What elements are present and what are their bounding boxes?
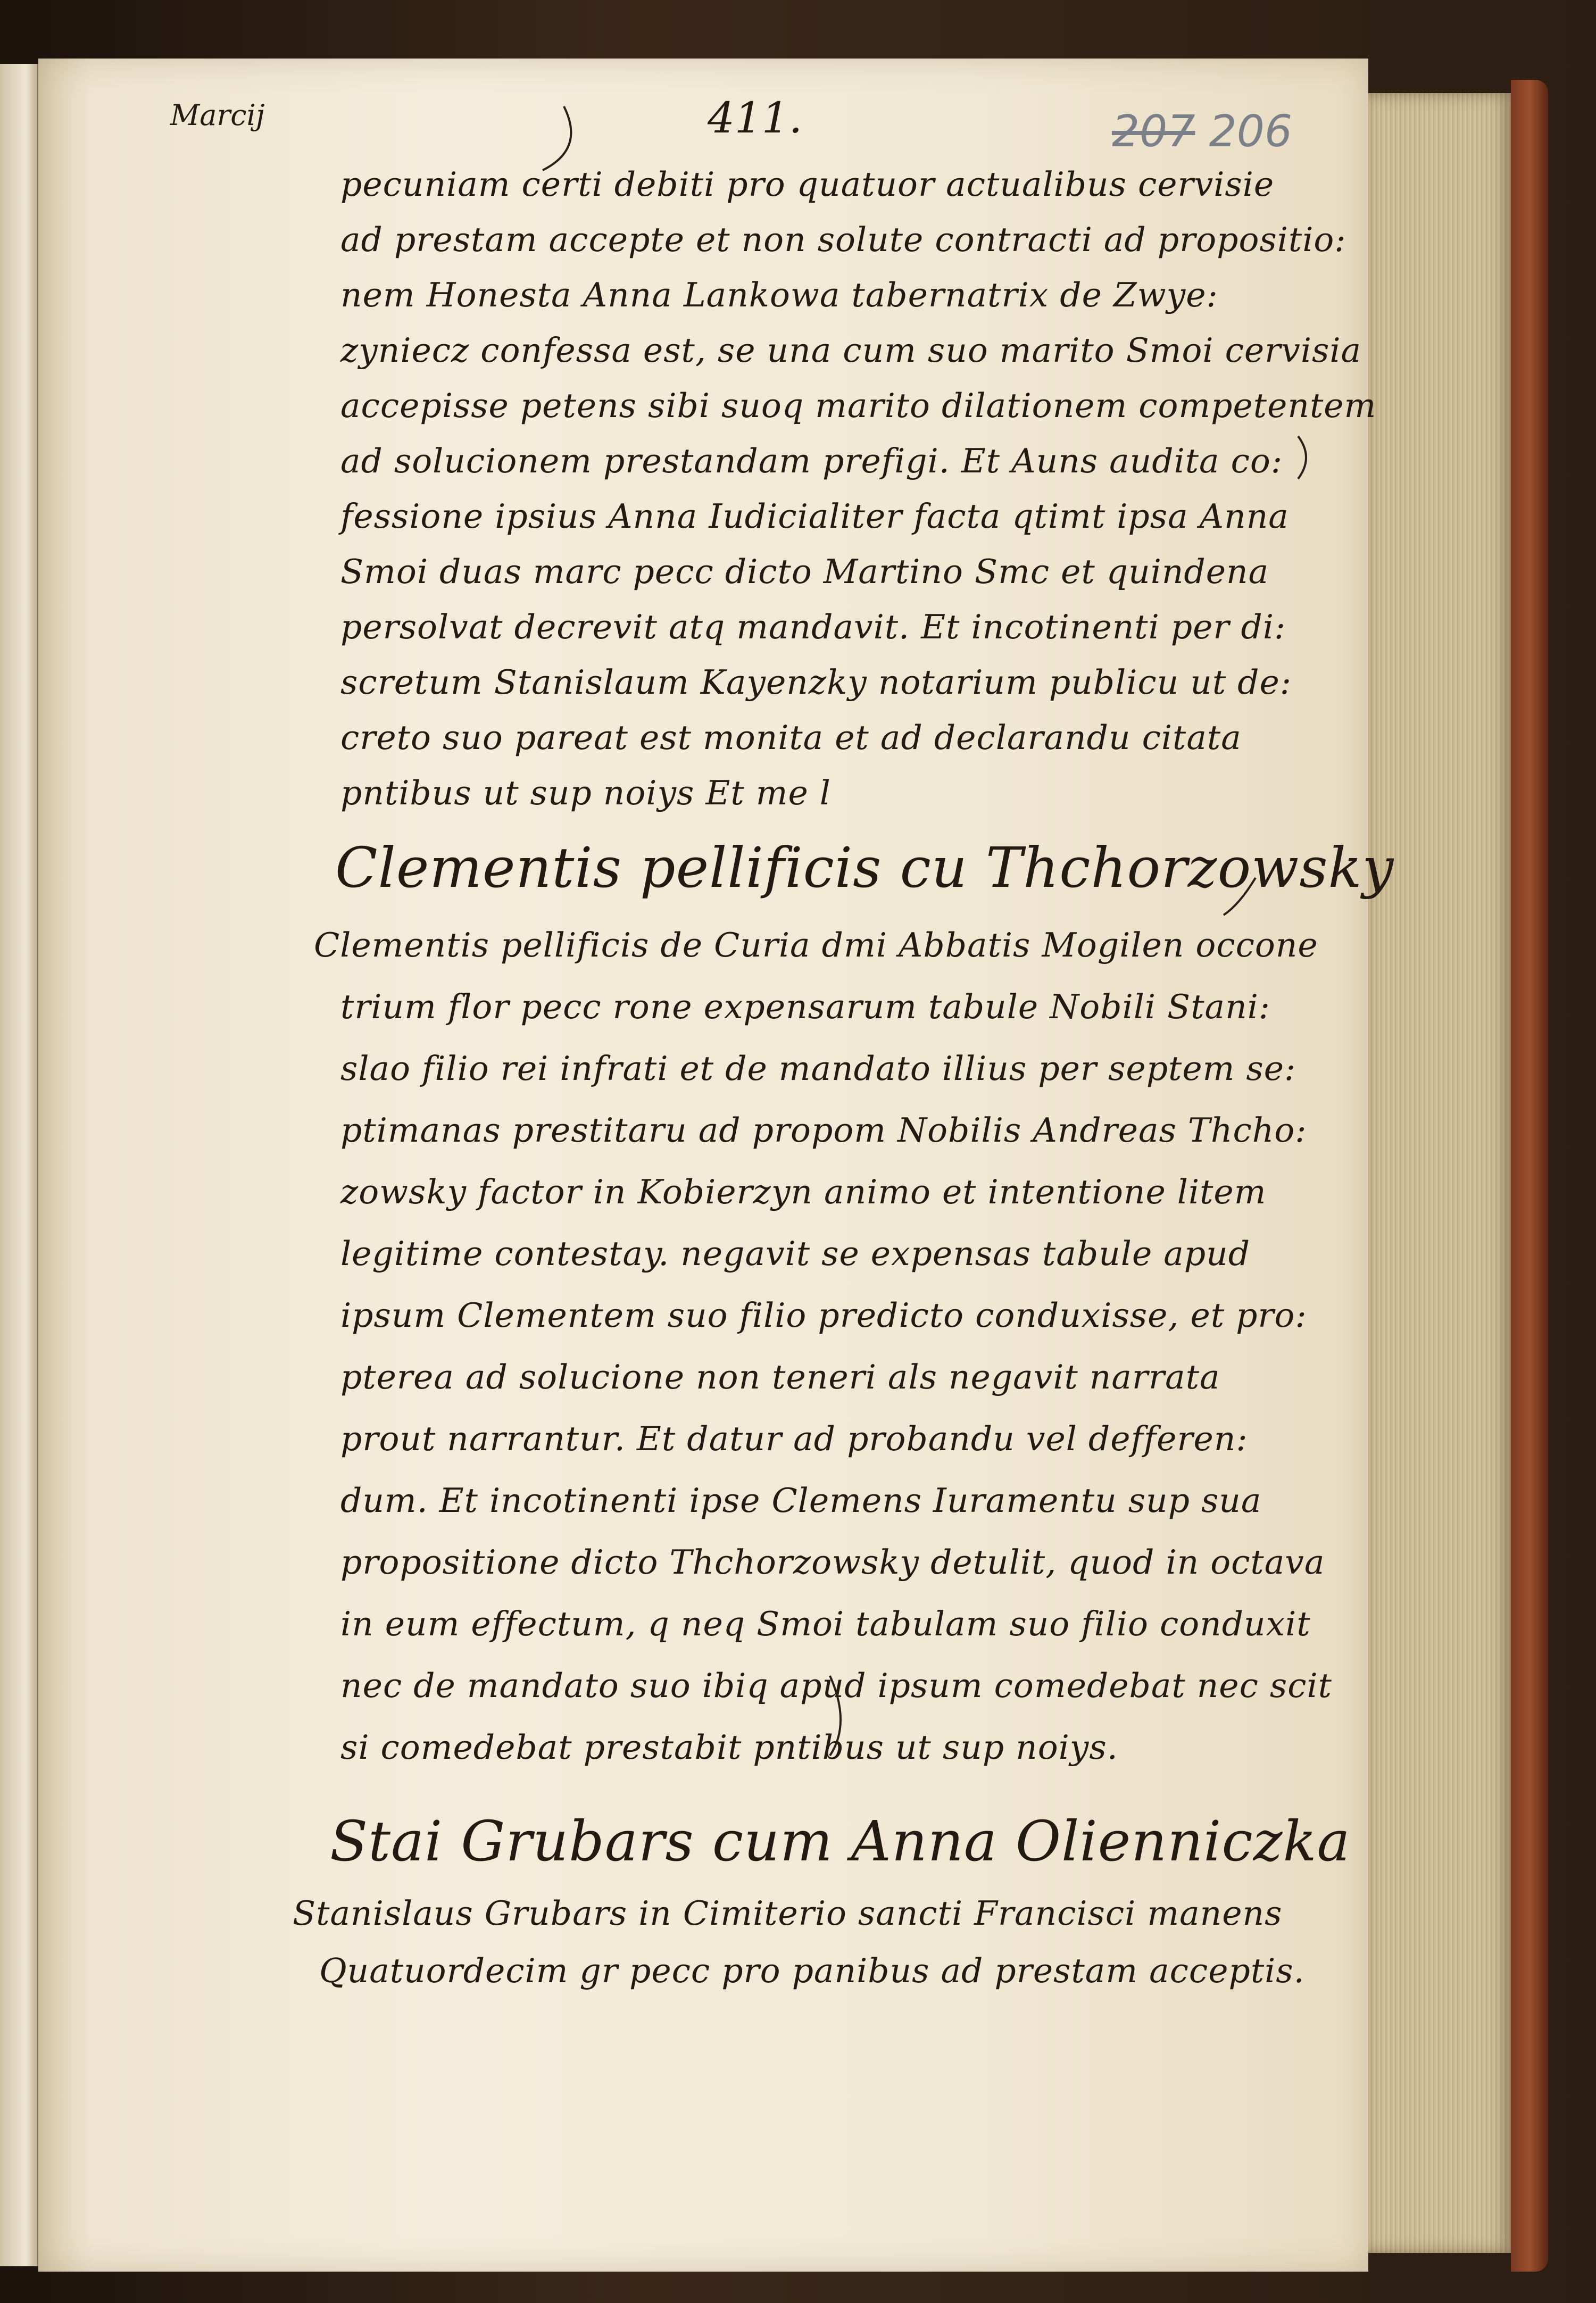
- manuscript-line: Smoi duas marc pecc dicto Martino Smc et quindena: [340, 552, 1269, 591]
- manuscript-line: ad solucionem prestandam prefigi. Et Auns audita co:: [340, 442, 1283, 480]
- manuscript-line: Clementis pellificis de Curia dmi Abbatis Mogilen occone: [314, 926, 1318, 965]
- manuscript-line: pntibus ut sup noiys Et me l: [340, 774, 831, 812]
- manuscript-line: Stanislaus Grubars in Cimiterio sancti Francisci manens: [293, 1894, 1283, 1933]
- manuscript-line: propositione dicto Thchorzowsky detulit, quod in octava: [340, 1543, 1325, 1582]
- manuscript-line: pterea ad solucione non teneri als negavit narrata: [340, 1358, 1220, 1396]
- manuscript-line: zowsky factor in Kobierzyn animo et intentione litem: [340, 1173, 1267, 1211]
- entry-heading-2: Stai Grubars cum Anna Olienniczka: [330, 1809, 1351, 1874]
- manuscript-line: accepisse petens sibi suoq marito dilationem competentem: [340, 386, 1377, 425]
- manuscript-line: creto suo pareat est monita et ad declarandu citata: [340, 718, 1242, 757]
- manuscript-line: pecuniam certi debiti pro quatuor actualibus cervisie: [340, 165, 1275, 204]
- manuscript-line: scretum Stanislaum Kayenzky notarium publicu ut de:: [340, 663, 1292, 702]
- month-label: Marcij: [170, 98, 265, 132]
- manuscript-line: prout narrantur. Et datur ad probandu vel defferen:: [340, 1419, 1248, 1458]
- manuscript-line: dum. Et incotinenti ipse Clemens Iuramentu sup sua: [340, 1481, 1262, 1520]
- folio-new: 206: [1209, 106, 1293, 157]
- page-number: 411.: [708, 93, 803, 143]
- manuscript-line: Quatuordecim gr pecc pro panibus ad prestam acceptis.: [319, 1951, 1305, 1990]
- manuscript-line: zyniecz confessa est, se una cum suo marito Smoi cervisia: [340, 331, 1362, 370]
- manuscript-line: in eum effectum, q neq Smoi tabulam suo filio conduxit: [340, 1604, 1311, 1643]
- manuscript-line: ad prestam accepte et non solute contracti ad propositio:: [340, 220, 1346, 259]
- folio-old: 207: [1112, 106, 1195, 157]
- manuscript-line: nec de mandato suo ibiq apud ipsum comedebat nec scit: [340, 1666, 1332, 1705]
- manuscript-line: ptimanas prestitaru ad propom Nobilis Andreas Thcho:: [340, 1111, 1307, 1150]
- manuscript-line: legitime contestay. negavit se expensas tabule apud: [340, 1234, 1251, 1273]
- manuscript-line: trium flor pecc rone expensarum tabule Nobili Stani:: [340, 987, 1271, 1026]
- manuscript-line: si comedebat prestabit pntibus ut sup noiys.: [340, 1728, 1118, 1767]
- manuscript-line: fessione ipsius Anna Iudicialiter facta qtimt ipsa Anna: [340, 497, 1289, 536]
- manuscript-line: ipsum Clementem suo filio predicto conduxisse, et pro:: [340, 1296, 1307, 1335]
- manuscript-line: slao filio rei infrati et de mandato illius per septem se:: [340, 1049, 1296, 1088]
- manuscript-line: persolvat decrevit atq mandavit. Et incotinenti per di:: [340, 608, 1286, 646]
- entry-heading-1: Clementis pellificis cu Thchorzowsky: [335, 835, 1394, 900]
- manuscript-line: nem Honesta Anna Lankowa tabernatrix de Zwye:: [340, 276, 1218, 314]
